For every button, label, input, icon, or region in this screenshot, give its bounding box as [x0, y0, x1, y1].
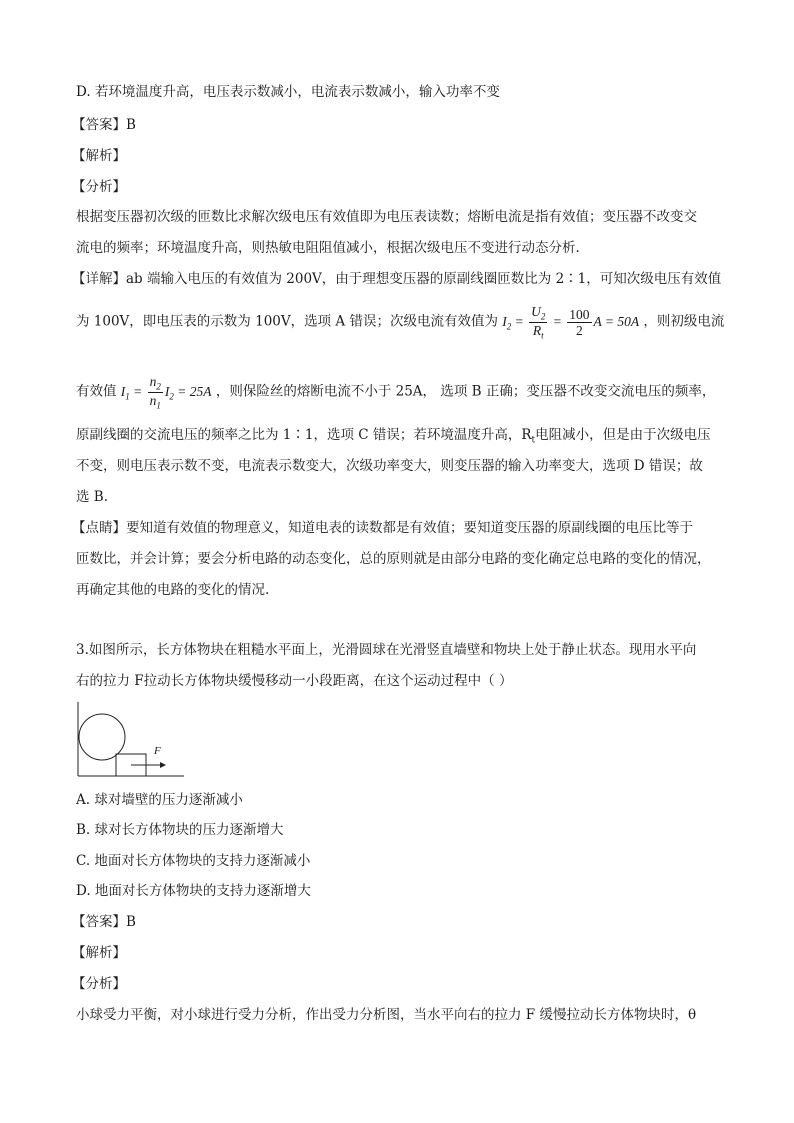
q2-option-d: D. 若环境温度升高，电压表示数减小，电流表示数减小，输入功率不变 — [76, 84, 500, 100]
q3-figure — [76, 702, 186, 782]
q2-answer: 【答案】B — [72, 117, 136, 133]
q2-detail-line4: 原副线圈的交流电压的频率之比为 1∶1，选项 C 错误；若环境温度升高，$R_t$电阻减小，但是由于次级电压 — [76, 427, 711, 446]
q2-fenxi-line1: 根据变压器初次级的匝数比求解次级电压有效值即为电压表读数；熔断电流是指有效值；变压器不改变交 — [76, 209, 697, 225]
q3-answer: 【答案】B — [72, 914, 136, 930]
force-arrowhead — [160, 762, 166, 768]
q3-fenxi-line1: 小球受力平衡，对小球进行受力分析，作出受力分析图，当水平向右的拉力 F 缓慢拉动长方体物块时，θ — [76, 1007, 697, 1023]
q2-jiexi-heading: 【解析】 — [72, 148, 126, 164]
q3-option-d: D. 地面对长方体物块的支持力逐渐增大 — [76, 883, 311, 899]
q3-jiexi-heading: 【解析】 — [72, 945, 126, 961]
q3-stem-line1: 3.如图所示，长方体物块在粗糙水平面上，光滑圆球在光滑竖直墙壁和物块上处于静止状态。现用水平向 — [76, 642, 697, 658]
q2-fenxi-heading: 【分析】 — [72, 179, 126, 195]
ball-circle — [79, 714, 125, 760]
force-label: F — [154, 745, 161, 757]
q3-stem-line2: 右的拉力 F拉动长方体物块缓慢移动一小段距离，在这个运动过程中（ ） — [76, 673, 513, 689]
q2-fenxi-line2: 流电的频率；环境温度升高，则热敏电阻阻值减小，根据次级电压不变进行动态分析. — [76, 240, 580, 256]
q3-fenxi-heading: 【分析】 — [72, 976, 126, 992]
q2-detail-line2: 为 100V，即电压表的示数为 100V，选项 A 错误；次级电流有效值为 $I_2$ = $\frac{U_2}{R_t}$ = $\frac{100}{2}$ A = 50A ，则初级电流 — [76, 304, 725, 341]
q3-option-c: C. 地面对长方体物块的支持力逐渐减小 — [76, 853, 311, 869]
q2-detail-line5: 不变，则电压表示数不变，电流表示数变大，次级功率变大，则变压器的输入功率变大，选项 D 错误；故 — [76, 458, 703, 474]
q2-tips-line2: 匝数比，并会计算；要会分析电路的动态变化，总的原则就是由部分电路的变化确定总电路的变化的情况， — [76, 551, 711, 567]
q3-option-b: B. 球对长方体物块的压力逐渐增大 — [76, 822, 284, 838]
q2-detail-line3: 有效值 $I_1$ = $\frac{n_2}{n_1}$ $I_2 = 25A$ ，则保险丝的熔断电流不小于 25A， 选项 B 正确；变压器不改变交流电压的频率， — [76, 374, 716, 411]
q2-detail-line1: 【详解】ab 端输入电压的有效值为 200V，由于理想变压器的原副线圈匝数比为 2∶1，可知次级电压有效值 — [72, 271, 722, 287]
q3-option-a: A. 球对墙壁的压力逐渐减小 — [76, 792, 243, 808]
formula-i1: $I_1$ = $\frac{n_2}{n_1}$ $I_2 = 25A$ — [120, 374, 212, 411]
formula-i2: $I_2$ = $\frac{U_2}{R_t}$ = $\frac{100}{2}$ A = 50A — [502, 304, 640, 341]
q2-tips-line3: 再确定其他的电路的变化的情况. — [76, 582, 270, 598]
q2-tips-line1: 【点睛】要知道有效值的物理意义，知道电表的读数都是有效值；要知道变压器的原副线圈的电压比等于 — [72, 520, 693, 536]
q2-detail-line6: 选 B. — [76, 489, 109, 505]
